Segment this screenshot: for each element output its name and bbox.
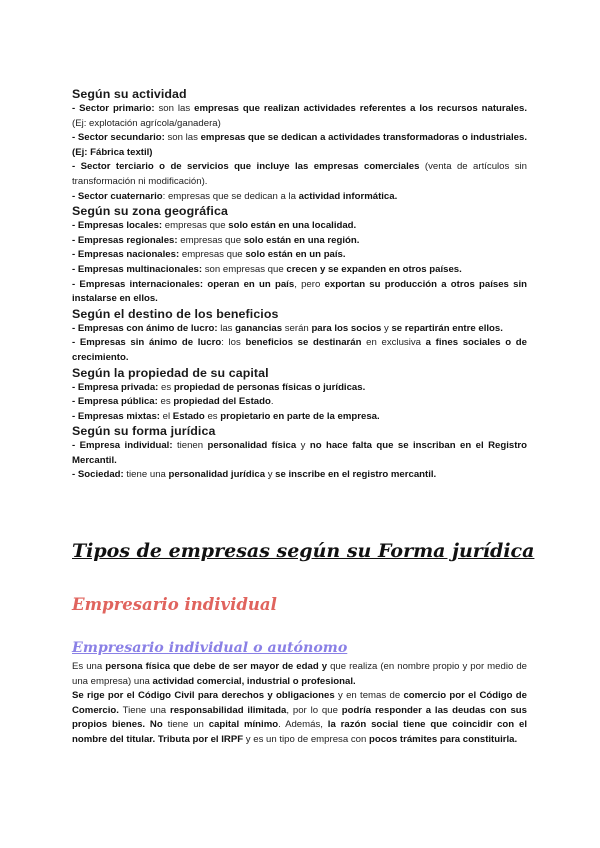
main-title: Tipos de empresas según su Forma jurídica (72, 540, 535, 562)
classification-section (72, 87, 527, 483)
section-heading: Según el destino de los beneficios (72, 306, 279, 321)
paragraph: - Empresas con ánimo de lucro: las ganancias serán para los socios y se repartirán entre ellos. (72, 322, 503, 334)
paragraph: - Sociedad: tiene una personalidad jurídica y se inscribe en el registro mercantil. (72, 469, 437, 481)
paragraph: - Empresa individual: tienen personalidad física y no hace falta que se inscriban en el Registro Mercantil. (72, 440, 527, 466)
paragraph: - Empresas regionales: empresas que solo están en una región. (72, 234, 360, 246)
description-section (72, 660, 527, 748)
paragraph: - Empresa privada: es propiedad de personas físicas o jurídicas. (72, 381, 366, 393)
section-heading: Según su actividad (72, 87, 187, 101)
paragraph: - Empresas sin ánimo de lucro: los beneficios se destinarán en exclusiva a fines sociales o de crecimiento. (72, 337, 527, 363)
section-heading: Según su zona geográfica (72, 204, 228, 219)
section-heading: Según la propiedad de su capital (72, 365, 269, 380)
paragraph: - Sector primario: son las empresas que realizan actividades referentes a los recursos naturales. (Ej: explotación agrícola/ganadera) (72, 103, 527, 129)
paragraph: - Empresa pública: es propiedad del Estado. (72, 396, 274, 408)
paragraph: - Empresas internacionales: operan en un país, pero exportan su producción a otros países sin instalarse en ellos. (72, 278, 527, 305)
paragraph: - Sector terciario o de servicios que incluye las empresas comerciales (venta de artículos sin transformación ni modificación). (72, 161, 527, 187)
paragraph: Es una persona física que debe de ser mayor de edad y que realiza (en nombre propio y por medio de una empresa) una actividad comercial, industrial o profesional. (72, 661, 528, 687)
paragraph: - Empresas locales: empresas que solo están en una localidad. (72, 220, 357, 232)
paragraph: - Sector cuaternario: empresas que se dedican a la actividad informática. (72, 190, 398, 202)
subtitle-autonomo: Empresario individual o autónomo (72, 640, 348, 656)
subtitle-empresario-individual: Empresario individual (72, 595, 277, 614)
paragraph: - Empresas multinacionales: son empresas que crecen y se expanden en otros países. (72, 263, 462, 275)
paragraph: - Sector secundario: son las empresas que se dedican a actividades transformadoras o industriales. (Ej: Fábrica textil) (72, 132, 527, 158)
paragraph: - Empresas mixtas: el Estado es propietario en parte de la empresa. (72, 410, 380, 422)
paragraph: - Empresas nacionales: empresas que solo están en un país. (72, 249, 346, 261)
paragraph: Se rige por el Código Civil para derechos y obligaciones y en temas de comercio por el Código de Comercio. Tiene una responsabilidad ilimitada, por lo que podría responder a las deudas con sus propios bienes. No tiene un capital mínimo. Además, la razón social tiene que coincidir con el nombre del titular. Tributa por el IRPF y es un tipo de empresa con pocos trámites para constituirla. (72, 690, 528, 745)
section-heading: Según su forma jurídica (72, 424, 216, 439)
